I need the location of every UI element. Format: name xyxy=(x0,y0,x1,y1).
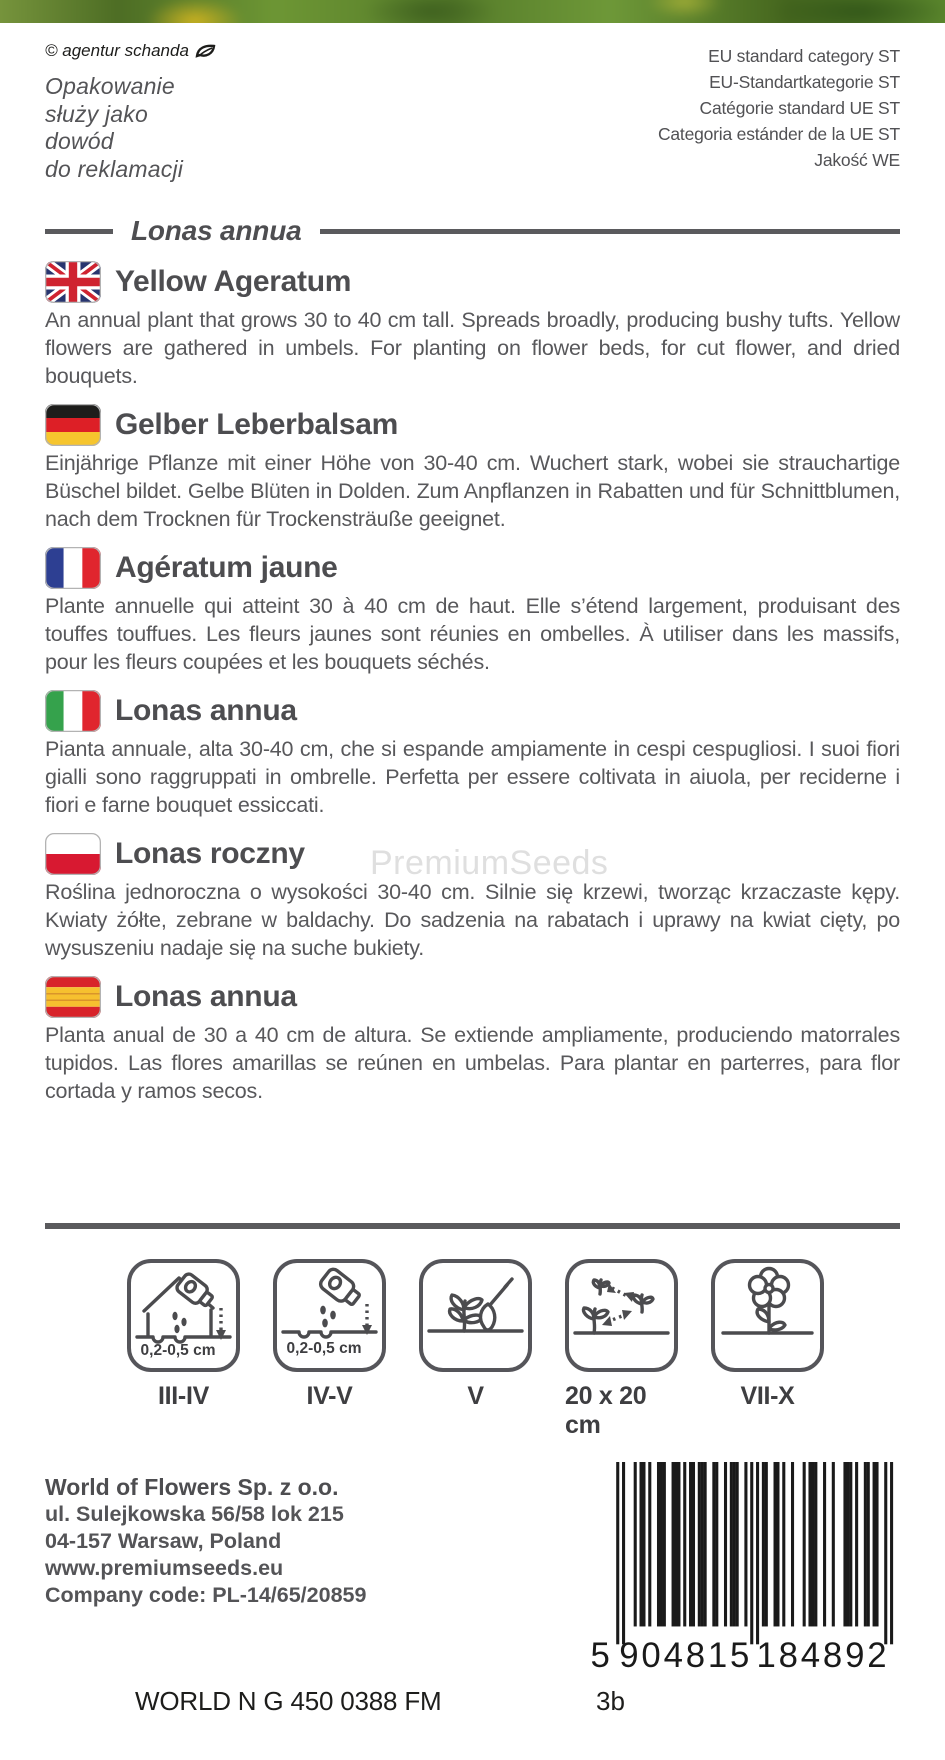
header-row xyxy=(45,41,900,183)
section-heading: Agératum jaune xyxy=(115,551,338,584)
section-heading: Lonas annua xyxy=(115,980,297,1013)
picto-label: V xyxy=(467,1382,484,1410)
section-body: Plante annuelle qui atteint 30 à 40 cm de haut. Elle s’étend largement, produisant des touffes touffues. Les fleurs jaunes sont réunies en ombelles. À utiliser dans les massifs, pour les fleurs coupées et les bouquets séchés. xyxy=(45,594,900,674)
section-body: Roślina jednoroczna o wysokości 30-40 cm. Silnie się krzewi, tworząc krzaczaste kępy. Kwiaty żółte, zebrane w baldachy. Do sadzenia na rabatach i uprawy na kwiat cięty, po wysuszeniu nadaje się na suche bukiety. xyxy=(45,880,900,960)
company-name: World of Flowers Sp. z o.o. xyxy=(45,1474,339,1500)
section-heading: Yellow Ageratum xyxy=(115,265,352,298)
ean-left-digits: 904815 xyxy=(619,1636,753,1673)
section-body: Einjährige Pflanze mit einer Höhe von 30-40 cm. Wuchert stark, wobei sie strauchartige Büschel bildet. Gelbe Blüten in Dolden. Zum Anpflanzen in Rabatten und für Schnittblumen, nach dem Trocknen für Trockensträuße geeignet. xyxy=(45,451,900,531)
uk-flag-icon xyxy=(45,261,101,303)
picto-label: III-IV xyxy=(158,1382,209,1410)
latin-title-row xyxy=(45,215,900,247)
picto-label: VII-X xyxy=(740,1382,795,1410)
plant-spacing-icon xyxy=(569,1263,674,1368)
spain-flag-icon xyxy=(45,976,101,1018)
section-body: Planta anual de 30 a 40 cm de altura. Se extiende ampliamente, produciendo matorrales tupidos. Las flores amarillas se reúnen en umbelas. Para plantar en parterres, para flor cortada y ramos secos. xyxy=(45,1023,900,1103)
picto-sow-indoors xyxy=(127,1259,240,1440)
picto-label: IV-V xyxy=(306,1382,353,1410)
picto-sow-outdoors xyxy=(273,1259,386,1440)
page-ref: 3b xyxy=(596,1686,625,1716)
ean-right-digits: 184892 xyxy=(756,1636,890,1673)
header-left xyxy=(45,41,217,183)
transplant-icon xyxy=(423,1263,528,1368)
premiumseeds-watermark: PremiumSeeds xyxy=(370,844,609,882)
bottom-row xyxy=(45,1474,900,1673)
company-address xyxy=(45,1474,366,1609)
agency-credit xyxy=(45,41,217,61)
section-german xyxy=(45,403,900,533)
section-french xyxy=(45,546,900,676)
company-website: www.premiumseeds.eu xyxy=(45,1556,284,1580)
picto-transplant xyxy=(419,1259,532,1440)
ean-barcode xyxy=(588,1462,900,1673)
eu-category-lines: EU standard category ST EU-Standartkategorie ST Catégorie standard UE ST Categoria estánder de la UE ST Jakość WE xyxy=(657,46,900,170)
section-body: An annual plant that grows 30 to 40 cm tall. Spreads broadly, producing bushy tufts. Yellow flowers are gathered in umbels. For planting on flower beds, for cut flower, and dried bouquets. xyxy=(45,308,900,388)
leaf-icon xyxy=(195,43,217,59)
latin-title: Lonas annua xyxy=(131,215,302,246)
flowering-icon xyxy=(715,1263,820,1368)
section-body: Pianta annuale, alta 30-40 cm, che si espande ampiamente in cespi cespugliosi. I suoi fiori gialli sono raggruppati in ombrelle. Perfetta per essere coltivata in aiuola, per reciderne i fiori e farne bouquet essiccati. xyxy=(45,737,900,817)
section-heading: Gelber Leberbalsam xyxy=(115,408,399,441)
claim-text: Opakowanie służy jako dowód do reklamacji xyxy=(45,73,184,182)
title-rule-right xyxy=(320,229,901,234)
flower-photo-strip xyxy=(0,0,945,23)
section-heading: Lonas annua xyxy=(115,694,297,727)
print-code: WORLD N G 450 0388 FM xyxy=(135,1686,442,1716)
section-english xyxy=(45,260,900,390)
ean-first-digit: 5 xyxy=(590,1636,610,1673)
picto-label: 20 x 20 cm xyxy=(565,1382,647,1439)
poland-flag-icon xyxy=(45,833,101,875)
company-code: Company code: PL-14/65/20859 xyxy=(45,1583,367,1607)
germany-flag-icon xyxy=(45,404,101,446)
cultivation-pictograms xyxy=(127,1259,900,1440)
title-rule-left xyxy=(45,229,113,234)
france-flag-icon xyxy=(45,547,101,589)
agency-credit-text: © agentur schanda xyxy=(45,41,189,60)
section-italian xyxy=(45,689,900,819)
picto-flowering xyxy=(711,1259,824,1440)
section-heading: Lonas roczny xyxy=(115,837,305,870)
sow-indoors-icon xyxy=(131,1263,236,1368)
sow-outdoors-icon xyxy=(277,1263,382,1368)
svg-text:0,2-0,5 cm: 0,2-0,5 cm xyxy=(286,1340,362,1357)
section-divider-rule xyxy=(45,1223,900,1229)
svg-text:0,2-0,5 cm: 0,2-0,5 cm xyxy=(140,1342,216,1359)
section-spanish xyxy=(45,975,900,1105)
picto-spacing xyxy=(565,1259,678,1440)
italy-flag-icon xyxy=(45,690,101,732)
company-city: 04-157 Warsaw, Poland xyxy=(45,1529,282,1553)
company-street: ul. Sulejkowska 56/58 lok 215 xyxy=(45,1502,344,1526)
section-polish xyxy=(45,832,900,962)
